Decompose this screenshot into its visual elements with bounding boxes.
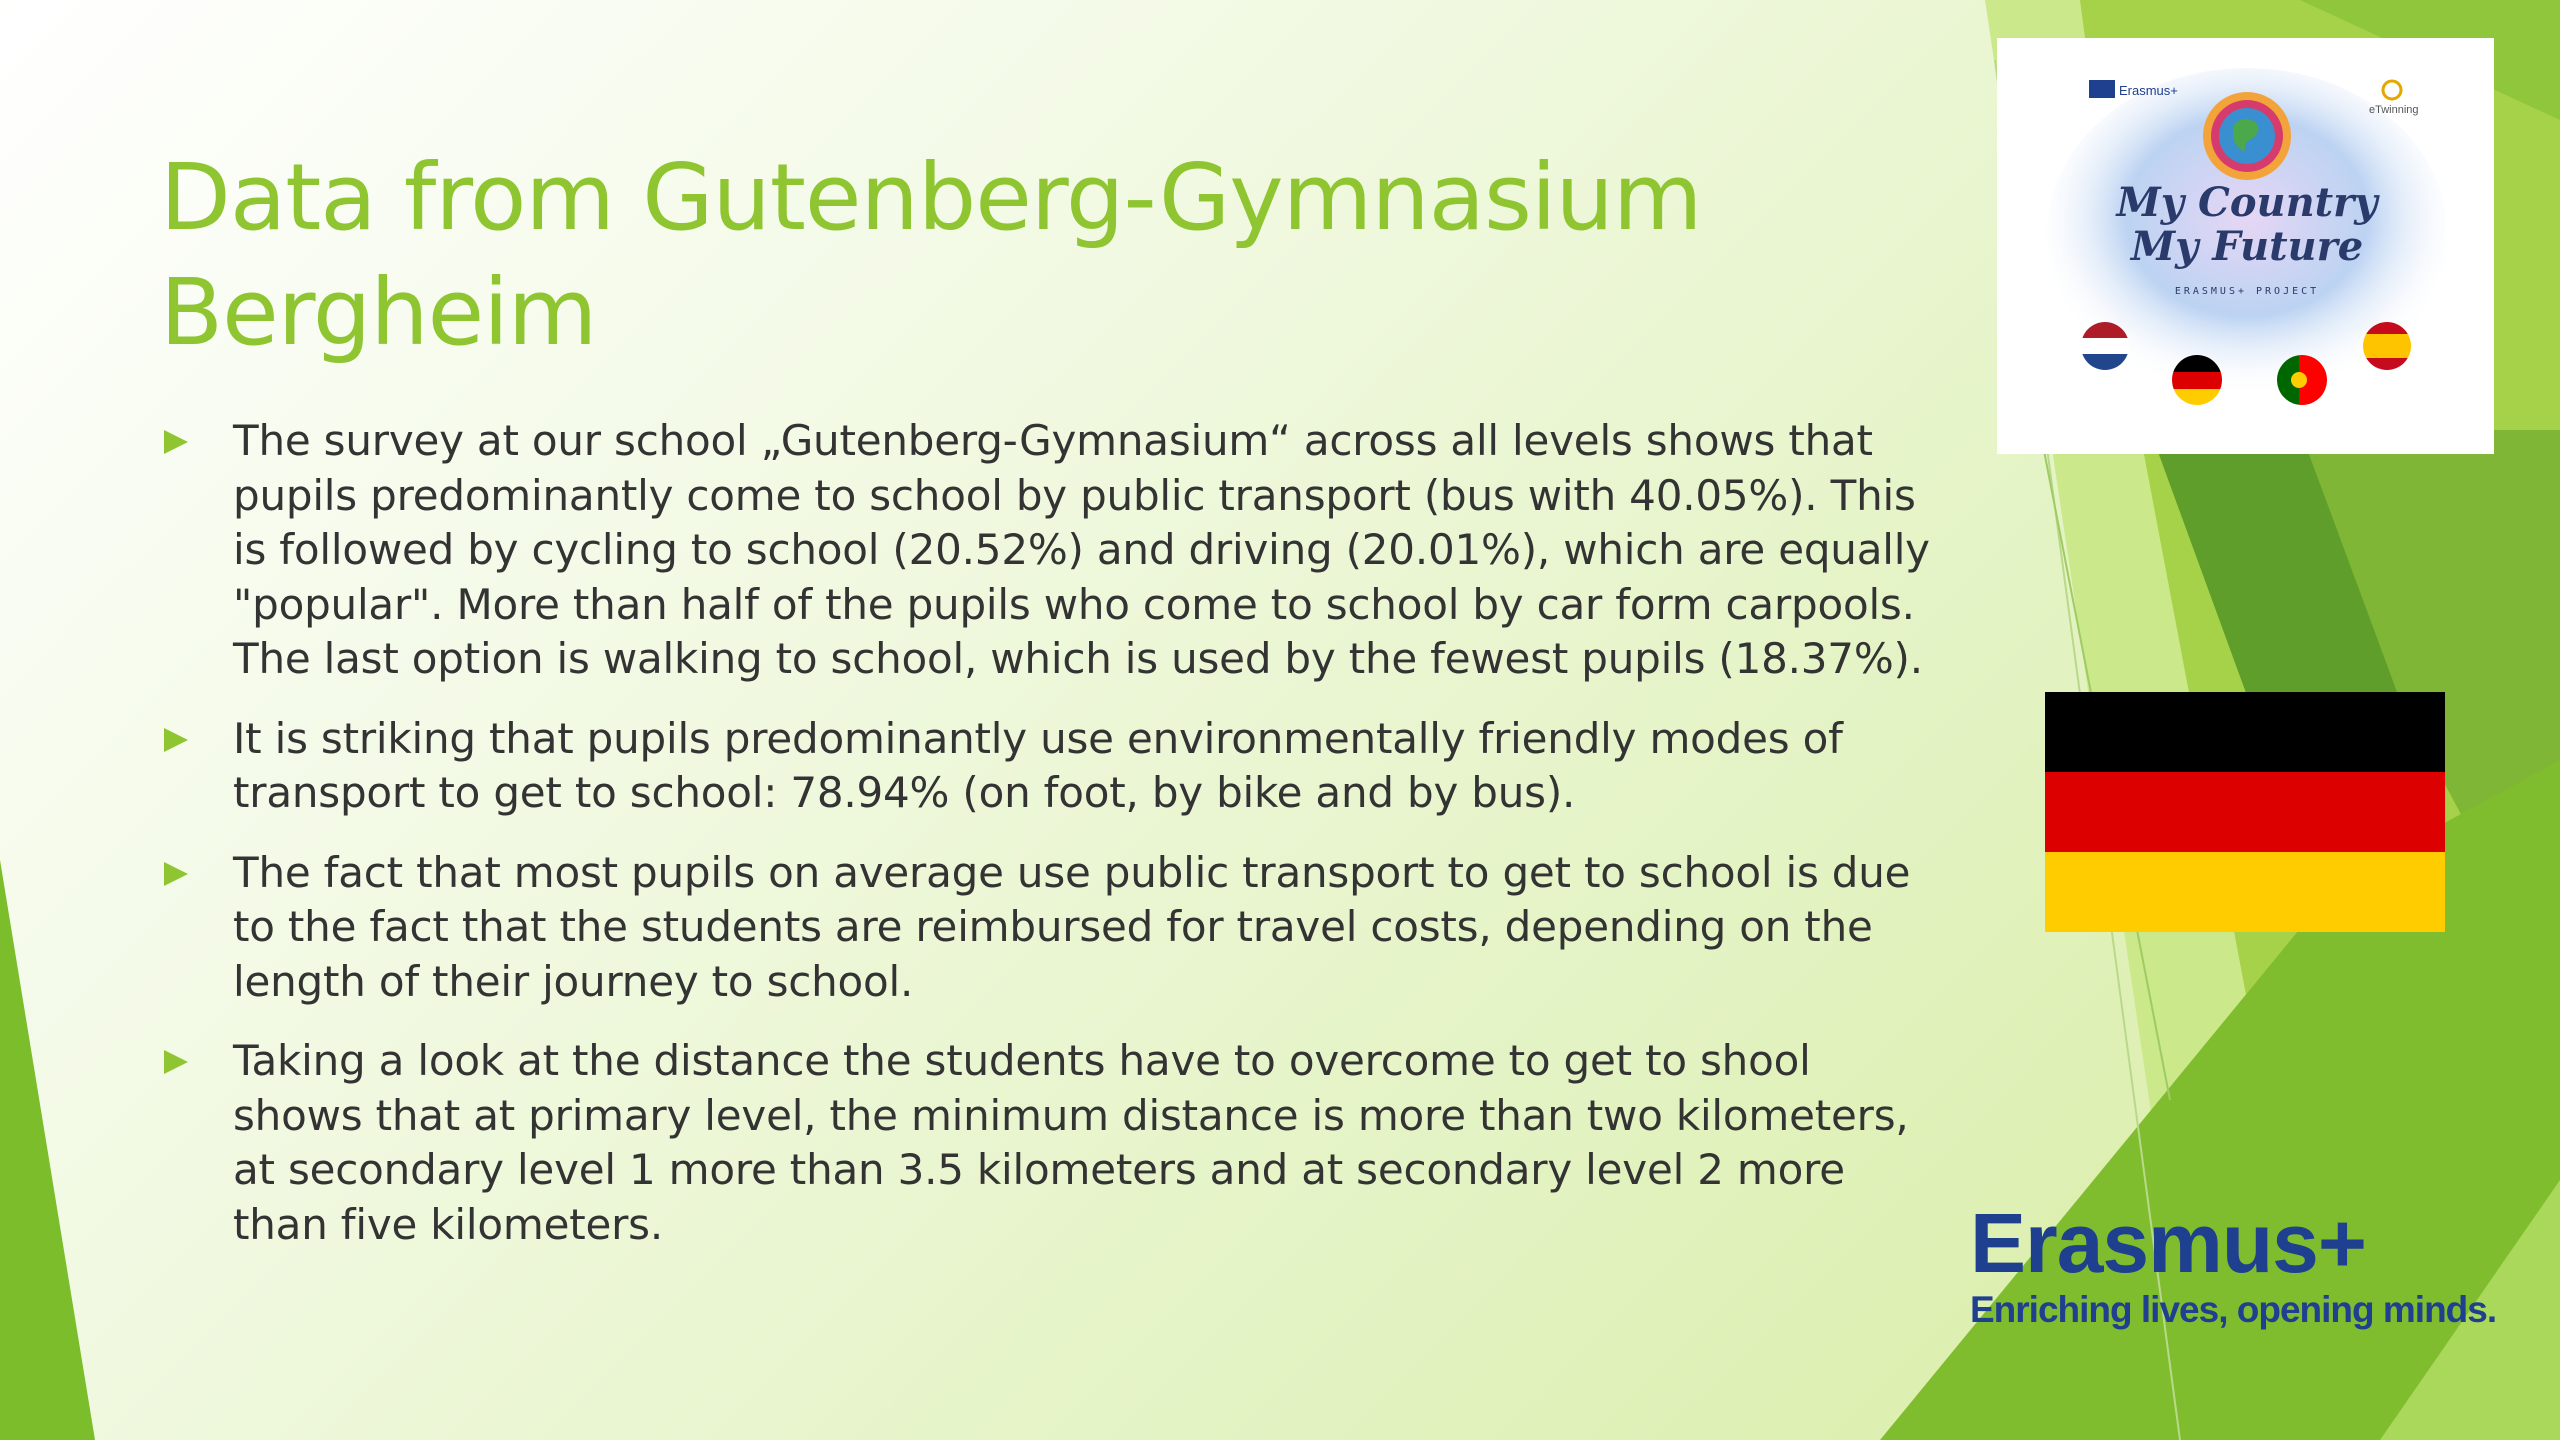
flag-stripe-gold xyxy=(2045,852,2445,932)
logo-line1: My Country xyxy=(2116,179,2378,226)
portugal-flag-icon xyxy=(2277,355,2327,405)
bullet-text: The fact that most pupils on average use public transport to get to school is due to the fact that the students are reimbursed for travel costs, depending on the length of their journey to school. xyxy=(233,847,1911,1006)
flag-stripe-black xyxy=(2045,692,2445,772)
bullet-text: It is striking that pupils predominantly use environmentally friendly modes of transport to get to school: 78.94% (on foot, by bike and by bus). xyxy=(233,713,1843,817)
germany-flag xyxy=(2045,692,2445,932)
bullet-arrow-icon xyxy=(164,728,188,752)
logo-erasmus-label: Erasmus+ xyxy=(2119,83,2178,98)
bullet-arrow-icon xyxy=(164,862,188,886)
bg-shape-bottom-left xyxy=(0,860,95,1440)
bullet-arrow-icon xyxy=(164,1050,188,1074)
bullet-text: The survey at our school „Gutenberg-Gymnasium“ across all levels shows that pupils predominantly come to school by public transport (bus with 40.05%). This is followed by cycling to school (20.52%) and driving (20.01%), which are equally "popular". More than half of the pupils who come to school by car form carpools. The last option is walking to school, which is used by the fewest pupils (18.37%). xyxy=(233,416,1930,683)
bullet-text: Taking a look at the distance the students have to overcome to get to shool shows that at primary level, the minimum distance is more than two kilometers, at secondary level 1 more than 3.5 kilometers and at secondary level 2 more than five kilometers. xyxy=(233,1036,1909,1249)
logo-subtitle: ERASMUS+ PROJECT xyxy=(2174,286,2320,297)
logo-line2: My Future xyxy=(2130,223,2364,270)
spain-flag-icon xyxy=(2363,322,2411,370)
germany-flag-icon xyxy=(2172,355,2222,406)
erasmus-title: Erasmus+ xyxy=(1970,1196,2366,1290)
logo-etwinning-label: eTwinning xyxy=(2369,104,2419,116)
bullet-item xyxy=(160,1034,1940,1252)
slide-title-line2: Bergheim xyxy=(160,259,597,366)
slide-title xyxy=(160,140,1900,370)
globe-icon xyxy=(2203,92,2291,180)
eu-flag-icon xyxy=(2089,80,2115,98)
bullet-item xyxy=(160,846,1940,1010)
slide-title-line1: Data from Gutenberg-Gymnasium xyxy=(160,144,1702,251)
bullet-list xyxy=(160,414,1940,1277)
project-logo-image xyxy=(1997,38,2494,454)
bullet-item xyxy=(160,414,1940,687)
bullet-arrow-icon xyxy=(164,430,188,454)
bullet-item xyxy=(160,712,1940,821)
etwinning-icon xyxy=(2383,81,2401,99)
project-logo xyxy=(1997,38,2494,454)
flag-stripe-red xyxy=(2045,772,2445,852)
netherlands-flag-icon xyxy=(2081,322,2129,370)
erasmus-logo xyxy=(1970,1198,2530,1332)
erasmus-tagline: Enriching lives, opening minds. xyxy=(1970,1289,2497,1330)
